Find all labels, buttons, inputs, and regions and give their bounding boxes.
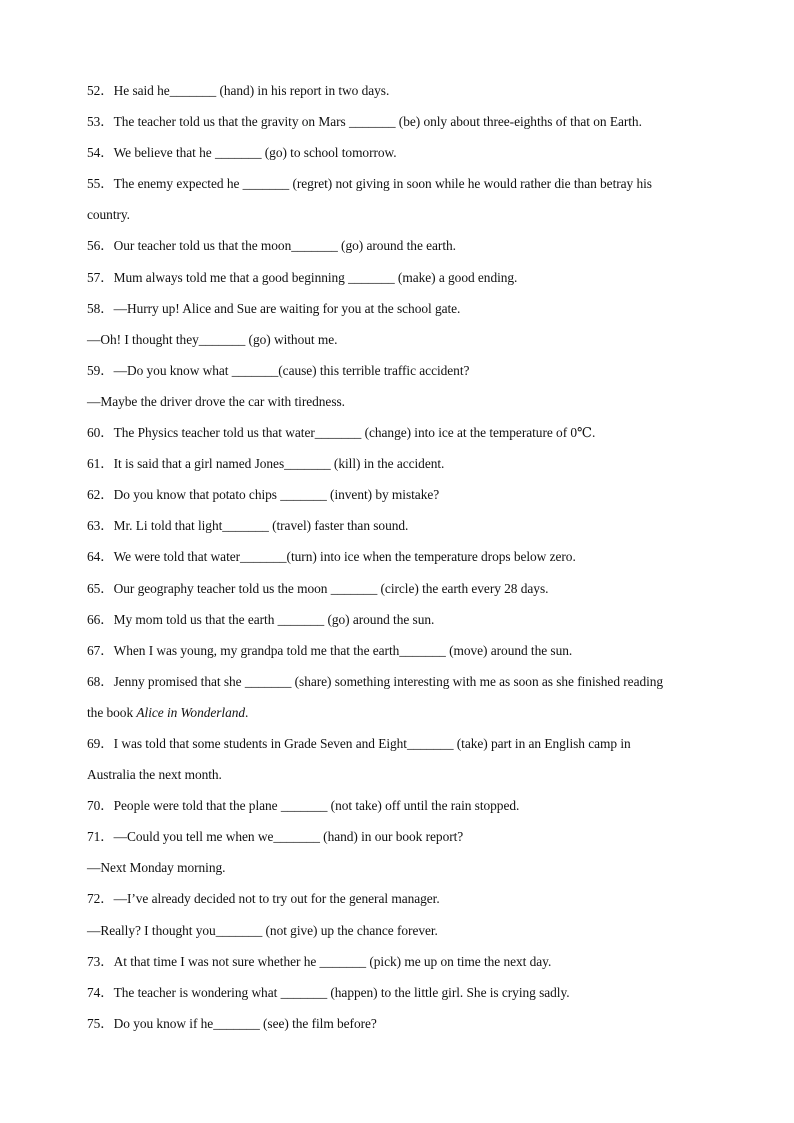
exercise-64: 64．We were told that water_______(turn) into ice when the temperature drops below zero. [87, 549, 576, 565]
exercise-63: 63．Mr. Li told that light_______ (travel) faster than sound. [87, 518, 409, 534]
exercise-59: 59．—Do you know what _______(cause) this terrible traffic accident? [87, 362, 470, 378]
exercise-66: 66．My mom told us that the earth _______ (go) around the sun. [87, 611, 435, 627]
exercise-65: 65．Our geography teacher told us the moon _______ (circle) the earth every 28 days. [87, 580, 549, 596]
exercise-69-continued: Australia the next month. [87, 767, 222, 783]
exercise-68: 68．Jenny promised that she _______ (share) something interesting with me as soon as she finished reading [87, 673, 664, 689]
exercise-55: 55．The enemy expected he _______ (regret) not giving in soon while he would rather die than betray his [87, 176, 652, 192]
exercise-74: 74．The teacher is wondering what _______ (happen) to the little girl. She is crying sadly. [87, 984, 570, 1000]
exercise-68-text-before: the book [87, 704, 137, 720]
book-title: Alice in Wonderland [136, 704, 246, 720]
exercise-58-reply: —Oh! I thought they_______ (go) without me. [87, 331, 338, 347]
exercise-71-reply: —Next Monday morning. [87, 860, 226, 876]
exercise-67: 67．When I was young, my grandpa told me that the earth_______ (move) around the sun. [87, 642, 573, 658]
exercise-71: 71．—Could you tell me when we_______ (hand) in our book report? [87, 829, 464, 845]
exercise-69: 69．I was told that some students in Grade Seven and Eight_______ (take) part in an English camp in [87, 735, 631, 751]
exercise-72-reply: —Really? I thought you_______ (not give) up the chance forever. [87, 922, 438, 938]
exercise-56: 56．Our teacher told us that the moon_______ (go) around the earth. [87, 238, 456, 254]
exercise-54: 54．We believe that he _______ (go) to school tomorrow. [87, 145, 397, 161]
exercise-53: 53．The teacher told us that the gravity on Mars _______ (be) only about three-eighths of that on Earth. [87, 114, 642, 130]
exercise-61: 61．It is said that a girl named Jones_______ (kill) in the accident. [87, 456, 445, 472]
exercise-75: 75．Do you know if he_______ (see) the film before? [87, 1015, 377, 1031]
exercise-68-continued [87, 702, 707, 733]
exercise-62: 62．Do you know that potato chips _______ (invent) by mistake? [87, 487, 440, 503]
exercise-72: 72．—I’ve already decided not to try out for the general manager. [87, 891, 440, 907]
exercise-55-continued: country. [87, 207, 130, 223]
exercise-58: 58．—Hurry up! Alice and Sue are waiting for you at the school gate. [87, 300, 461, 316]
exercise-60: 60．The Physics teacher told us that water_______ (change) into ice at the temperature of 0℃. [87, 425, 596, 441]
exercise-70: 70．People were told that the plane _______ (not take) off until the rain stopped. [87, 798, 520, 814]
exercise-73: 73．At that time I was not sure whether he _______ (pick) me up on time the next day. [87, 953, 552, 969]
exercise-list [87, 80, 707, 1044]
exercise-68-text-after: . [245, 704, 249, 720]
exercise-59-reply: —Maybe the driver drove the car with tiredness. [87, 393, 345, 409]
exercise-52: 52．He said he_______ (hand) in his report in two days. [87, 83, 390, 98]
exercise-57: 57．Mum always told me that a good beginning _______ (make) a good ending. [87, 269, 518, 285]
